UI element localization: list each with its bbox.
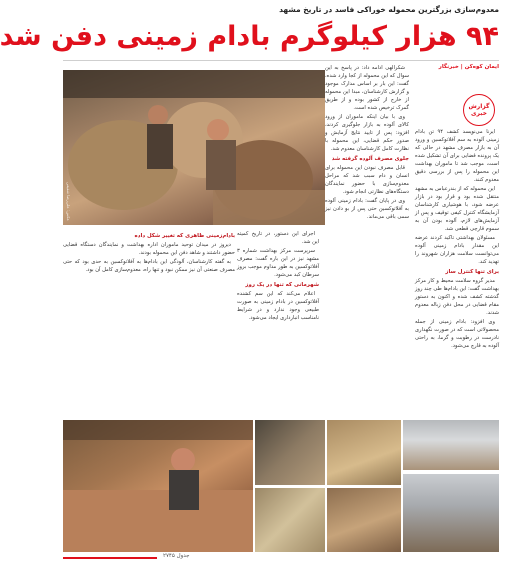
paragraph: مدیر گروه سلامت محیط و کار مرکز بهداشت گفت: این بادام‌ها طی چند روز گذشته کشف شده و اکنون به دستور مقام قضایی در محل دفن زباله معدوم شدند.: [415, 278, 499, 316]
column-right: [415, 128, 499, 418]
paragraph: وی با بیان اینکه ماموران از ورود کالای آلوده به بازار جلوگیری کردند، افزود: پس از تایید نتایج آزمایش و صدور حکم قضایی، این محموله با نظارت کامل کارشناسان معدوم شد.: [325, 114, 409, 152]
subheading: جلوی مصرف آلوده گرفته شد: [331, 156, 409, 162]
paragraph: مسئولان بهداشتی تاکید کردند عرضه این مقدار بادام زمینی آلوده می‌توانست سلامت هزاران شهروند را تهدید کند.: [415, 235, 499, 265]
report-badge: گزارش خبری: [463, 94, 495, 126]
photo-burial: [327, 488, 401, 552]
column-far-left: [63, 230, 235, 416]
page-label: جدول ۲۷۴۵: [163, 553, 190, 559]
photo-officials: [403, 474, 499, 552]
paragraph: وی در پایان گفت: بادام زمینی آلوده به آفلاتوکسین حتی پس از بو دادن نیز سمی باقی می‌ماند.: [325, 198, 409, 220]
photo-worker-peanuts-illustration: [63, 420, 253, 552]
photo-dumping: [327, 420, 401, 485]
photo-sacks-pile: [255, 488, 325, 552]
page-footer: [63, 553, 499, 563]
photo-site: [403, 420, 499, 470]
paragraph: به گفته کارشناسان، آلودگی این بادام‌ها به آفلاتوکسین به حدی بود که حتی مصرف صنعتی آن نیز ممکن نبود و تنها راه، معدوم‌سازی کامل آن بود.: [63, 259, 235, 273]
paragraph: وی افزود: بادام زمینی از جمله محصولاتی است که در صورت نگهداری نادرست در رطوبت و گرما، به راحتی آلوده به قارچ می‌شود.: [415, 319, 499, 349]
paragraph: این محموله که از بندرعباس به مشهد منتقل شده بود و قرار بود در بازار عرضه شود، با هوشیاری کارشناسان آزمایشگاه کنترل کیفی توقیف و پس از آزمایش‌های لازم، آلوده بودن آن به سموم قارچی قطعی شد.: [415, 186, 499, 232]
photo-worker-peanuts: [63, 420, 253, 552]
photo-workers-sacks-illustration: [63, 70, 325, 225]
subheading: شهرمانی که تنها در یک روز: [245, 282, 319, 288]
author-byline: ایمان کوه‌کن | خبرنگار: [438, 64, 499, 70]
paragraph: سرپرست مرکز بهداشت شماره ۳ مشهد نیز در این باره گفت: مصرف آفلاتوکسین به طور مداوم موجب بروز سرطان کبد می‌شود.: [237, 248, 319, 278]
headline: ۹۴ هزار کیلوگرم بادام زمینی دفن شد: [0, 21, 499, 52]
paragraph: شکرالهی ادامه داد: در پاسخ به این سوال که این محموله از کجا وارد شده، گفت: این بار بر اساس مدارک موجود و گزارش کارشناسان، مبدا این محموله از خارج از کشور بوده و از طریق گمرک ترخیص شده است.: [325, 65, 409, 111]
paragraph: اعلام می‌کند که این سم کشنده آفلاتوکسین در بادام زمینی به صورت طبیعی وجود ندارد و در شرایط نامناسب انبارداری ایجاد می‌شود.: [237, 291, 319, 321]
photo-sack-lift: [255, 420, 325, 485]
photo-workers-sacks: [63, 70, 325, 225]
column-left: [237, 230, 319, 416]
subheading: برای تنها کنترل ساز: [445, 269, 499, 275]
paragraph: اجرای این دستور، در تاریخ کمیته این شد.: [237, 231, 319, 245]
header-rule: [63, 60, 499, 61]
paragraph: دیروز در میدان توحید ماموران اداره بهداشت و نمایندگان دستگاه قضایی حضور داشتند و شاهد دفن این محموله بودند.: [63, 242, 235, 256]
column-middle: [325, 64, 409, 418]
footer-bar: [63, 557, 157, 559]
photo-credit: عکس: علی‌رضا شفیعی: [66, 181, 71, 221]
paragraph: قابل مصرف نبودن این محموله برای انسان و دام سبب شد که مراحل معدوم‌سازی با حضور نمایندگان دستگاه‌های نظارتی انجام شود.: [325, 165, 409, 195]
paragraph: ایرنا می‌نویسد کشف ۹۴ تن بادام زمینی آلوده به سم آفلاتوکسین و ورود آن به بازار مصرف مشهد در حالی که یک پرونده قضایی برای آن تشکیل شده است، موجب شد تا ماموران بهداشت این محموله را پس از بررسی دقیق معدوم کنند.: [415, 129, 499, 183]
subheading: بادام‌زمینی ظاهری که تغییر شکل داده: [134, 233, 235, 239]
kicker: معدوم‌سازی بزرگترین محموله خوراکی فاسد در تاریخ مشهد: [279, 5, 499, 14]
